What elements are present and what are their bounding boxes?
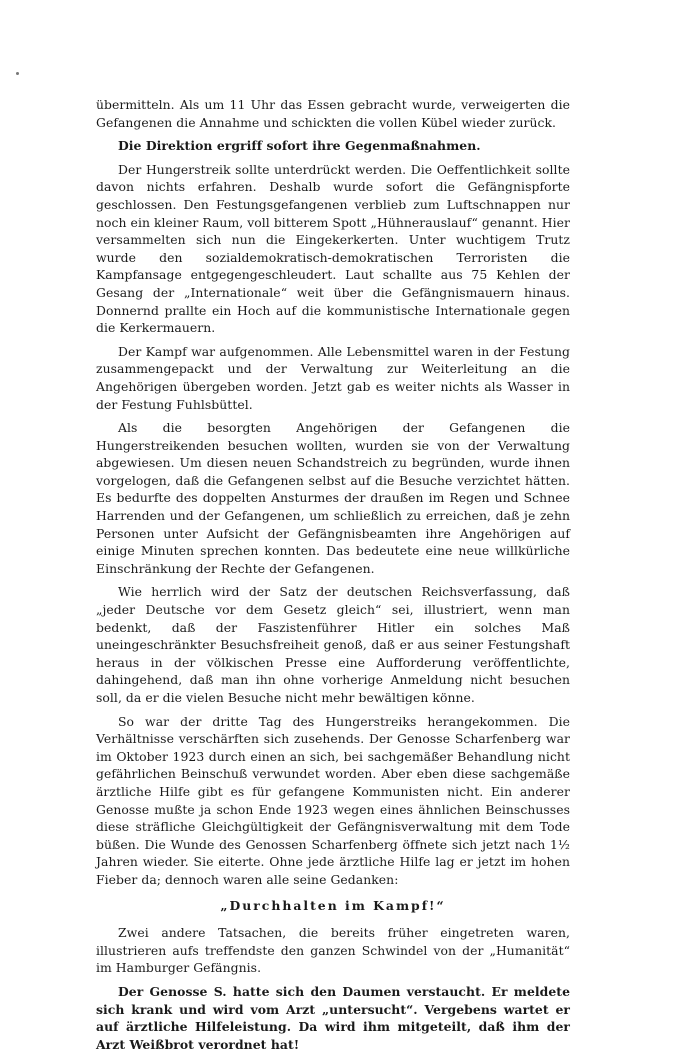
paragraph-6: Wie herrlich wird der Satz der deutschen Reichsverfassung, daß „jeder Deutsche vor dem Gesetz gleich“ sei, illustriert, wenn man bedenkt, daß der Faszistenführer Hitler ein solches Maß uneingeschränkter Besuchsfreiheit genoß, daß er aus seiner Festungshaft heraus in der völkischen Presse eine Aufforderung veröffentlichte, dahingehend, daß man ihn ohne vorherige Anmeldung nicht besuchen soll, da er die vielen Besuche nicht mehr bewältigen könne. — [96, 584, 570, 705]
paragraph-8: Zwei andere Tatsachen, die bereits früher eingetreten waren, illustrieren aufs treffendste den ganzen Schwindel von der „Humanität“ im Hamburger Gefängnis. — [96, 925, 570, 976]
scan-speck — [16, 72, 19, 75]
paragraph-1: übermitteln. Als um 11 Uhr das Essen gebracht wurde, verweigerten die Gefangenen die Annahme und schickten die vollen Kübel wieder zurück. — [96, 97, 570, 130]
paragraph-4: Der Kampf war aufgenommen. Alle Lebensmittel waren in der Festung zusammengepackt und der Verwaltung zur Weiterleitung an die Angehörigen übergeben worden. Jetzt gab es weiter nichts als Wasser in der Festung Fuhlsbüttel. — [96, 343, 570, 412]
text-column — [96, 96, 570, 1059]
section-heading: „Durchhalten im Kampf!“ — [220, 897, 446, 913]
paragraph-5: Als die besorgten Angehörigen der Gefangenen die Hungerstreikenden besuchen wollten, wurden sie von der Verwaltung abgewiesen. Um diesen neuen Schandstreich zu begründen, wurde ihnen vorgelogen, daß die Gefangenen selbst auf die Besuche verzichtet hätten. Es bedurfte des doppelten Ansturmes der draußen im Regen und Schnee Harrenden und der Gefangenen, um schließlich zu erreichen, daß je zehn Personen unter Aufsicht der Gefängnisbeamten ihre Angehörigen auf einige Minuten sprechen konnten. Das bedeutete eine neue willkürliche Einschränkung der Rechte der Gefangenen. — [96, 420, 570, 576]
paragraph-9: Der Genosse S. hatte sich den Daumen verstaucht. Er meldete sich krank und wird vom Arzt „untersucht“. Vergebens wartet er auf ärztliche Hilfeleistung. Da wird ihm mitgeteilt, daß ihm der Arzt Weißbrot verordnet hat! — [96, 983, 570, 1052]
paragraph-2: Die Direktion ergriff sofort ihre Gegenmaßnahmen. — [118, 138, 481, 154]
paragraph-3: Der Hungerstreik sollte unterdrückt werden. Die Oeffentlichkeit sollte davon nichts erfahren. Deshalb wurde sofort die Gefängnispforte geschlossen. Den Festungsgefangenen verblieb zum Luftschnappen nur noch ein kleiner Raum, voll bitterem Spott „Hühnerauslauf“ genannt. Hier versammelten sich nun die Eingekerkerten. Unter wuchtigem Trutz wurde den sozialdemokratisch-demokratischen Terroristen die Kampfansage entgegengeschleudert. Laut schallte aus 75 Kehlen der Gesang der „Internationale“ weit über die Gefängnismauern hinaus. Donnernd prallte ein Hoch auf die kommunistische Internationale gegen die Kerkermauern. — [96, 161, 570, 336]
paragraph-7: So war der dritte Tag des Hungerstreiks herangekommen. Die Verhältnisse verschärften sich zusehends. Der Genosse Scharfenberg war im Oktober 1923 durch einen an sich, bei sachgemäßer Behandlung nicht gefährlichen Beinschuß verwundet worden. Aber eben diese sachgemäße ärztliche Hilfe gibt es für gefangene Kommunisten nicht. Ein anderer Genosse mußte ja schon Ende 1923 wegen eines ähnlichen Beinschusses diese sträfliche Gleichgültigkeit der Gefängnisverwaltung mit dem Tode büßen. Die Wunde des Genossen Scharfenberg öffnete sich jetzt nach 1½ Jahren wieder. Sie eiterte. Ohne jede ärztliche Hilfe lag er jetzt im hohen Fieber da; dennoch waren alle seine Gedanken: — [96, 713, 570, 887]
